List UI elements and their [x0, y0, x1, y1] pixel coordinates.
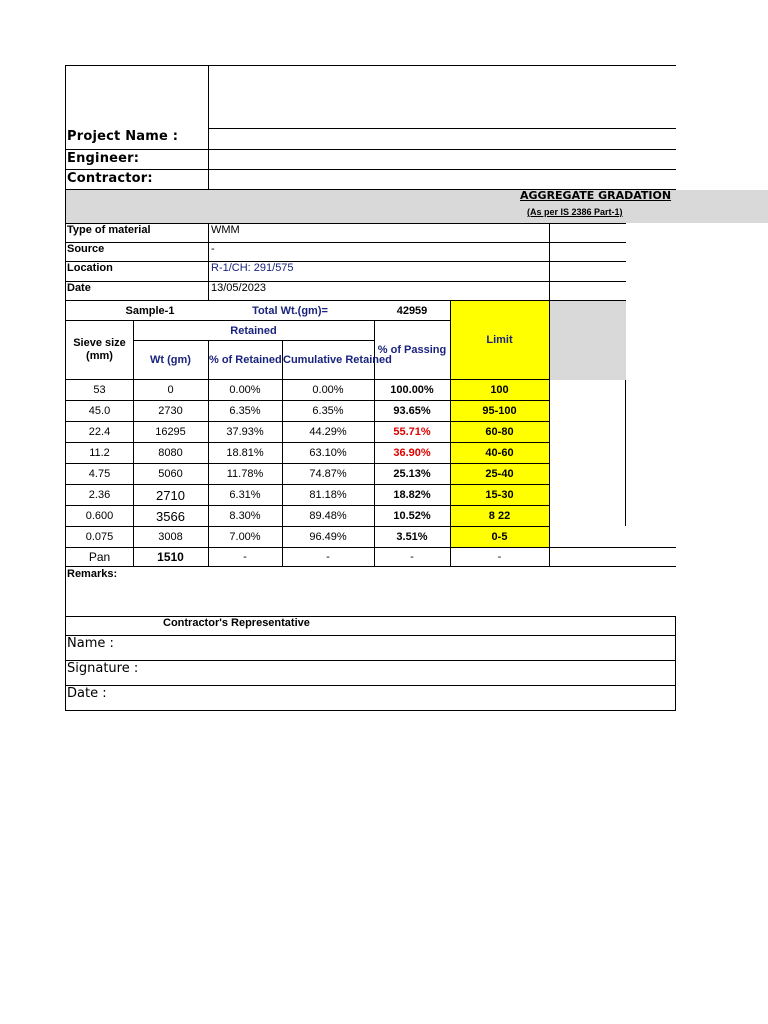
- material-type-value: WMM: [211, 224, 240, 236]
- pct-passing-cell: 93.65%: [393, 405, 431, 417]
- sieve-cell: 4.75: [88, 468, 111, 480]
- pct-passing-cell: 100.00%: [390, 384, 434, 396]
- pct-retained-cell: 37.93%: [226, 426, 264, 438]
- remarks-label: Remarks:: [67, 568, 118, 580]
- col-retained: Retained: [230, 324, 277, 337]
- wt-cell: 16295: [155, 426, 186, 438]
- limit-cell: 95-100: [482, 405, 517, 417]
- col-sieve-size: Sieve size (mm): [73, 337, 126, 362]
- pct-passing-cell: 18.82%: [393, 489, 431, 501]
- source-value: -: [211, 243, 215, 255]
- sieve-cell: 0.600: [85, 510, 114, 522]
- sieve-cell: 0.075: [85, 531, 114, 543]
- col-limit: Limit: [486, 334, 513, 346]
- contractor-rep-label: Contractor's Representative: [163, 617, 310, 629]
- sample-label: Sample-1: [125, 304, 175, 317]
- contractor-label: Contractor:: [67, 171, 153, 186]
- col-cum-retained: Cumulative Retained: [283, 354, 392, 366]
- pan-cum: -: [326, 550, 330, 563]
- col-wt: Wt (gm): [150, 354, 191, 366]
- pct-retained-cell: 18.81%: [226, 447, 264, 459]
- project-name-label: Project Name :: [67, 129, 179, 144]
- material-type-label: Type of material: [67, 224, 151, 236]
- cum-retained-cell: 44.29%: [309, 426, 347, 438]
- wt-cell: 5060: [158, 468, 183, 480]
- pct-passing-cell: 3.51%: [396, 531, 428, 543]
- date-value: 13/05/2023: [211, 282, 267, 294]
- wt-cell: 3008: [158, 531, 183, 543]
- sieve-cell: 11.2: [89, 447, 110, 459]
- pct-passing-cell: 36.90%: [393, 447, 431, 459]
- sieve-cell: 22.4: [88, 426, 111, 438]
- right-grey-block: [550, 301, 626, 380]
- wt-cell: 2710: [156, 487, 185, 503]
- report-subtitle: (As per IS 2386 Part-1): [527, 207, 623, 217]
- cum-retained-cell: 63.10%: [309, 447, 347, 459]
- cum-retained-cell: 6.35%: [312, 405, 344, 417]
- sieve-cell: 45.0: [88, 405, 111, 417]
- cum-retained-cell: 81.18%: [309, 489, 347, 501]
- pan-wt: 1510: [157, 549, 184, 564]
- pct-retained-cell: 6.31%: [229, 489, 261, 501]
- signature-label: Signature :: [67, 661, 139, 676]
- pan-limit: -: [497, 550, 502, 563]
- sieve-cell: 53: [93, 384, 106, 396]
- limit-cell: 100: [490, 384, 509, 396]
- total-weight-value: 42959: [396, 304, 428, 317]
- cum-retained-cell: 0.00%: [312, 384, 344, 396]
- limit-cell: 0-5: [491, 531, 508, 543]
- pct-passing-cell: 10.52%: [393, 510, 431, 522]
- col-pct-retained: % of Retained: [209, 354, 282, 366]
- limit-cell: 8 22: [488, 510, 511, 522]
- pan-label: Pan: [88, 549, 111, 564]
- pct-retained-cell: 11.78%: [226, 468, 264, 480]
- cum-retained-cell: 89.48%: [309, 510, 347, 522]
- pan-pass: -: [410, 550, 414, 563]
- wt-cell: 2730: [158, 405, 183, 417]
- pct-passing-cell: 25.13%: [393, 468, 431, 480]
- wt-cell: 8080: [158, 447, 183, 459]
- wt-cell: 3566: [156, 508, 185, 524]
- source-label: Source: [67, 243, 105, 255]
- pct-retained-cell: 6.35%: [229, 405, 261, 417]
- sieve-cell: 2.36: [88, 489, 111, 501]
- pct-retained-cell: 8.30%: [229, 510, 261, 522]
- location-label: Location: [67, 262, 113, 274]
- name-label: Name :: [67, 636, 114, 651]
- location-value: R-1/CH: 291/575: [211, 262, 294, 274]
- limit-cell: 40-60: [485, 447, 514, 459]
- cum-retained-cell: 96.49%: [309, 531, 347, 543]
- date-label: Date: [67, 282, 91, 294]
- engineer-label: Engineer:: [67, 151, 140, 166]
- date-footer-label: Date :: [67, 686, 107, 701]
- pct-passing-cell: 55.71%: [393, 426, 431, 438]
- limit-cell: 60-80: [485, 426, 514, 438]
- pct-retained-cell: 0.00%: [229, 384, 261, 396]
- col-pct-passing: % of Passing: [377, 344, 447, 356]
- report-title: AGGREGATE GRADATION: [520, 189, 672, 202]
- limit-cell: 25-40: [485, 468, 514, 480]
- limit-cell: 15-30: [485, 489, 514, 501]
- total-weight-label: Total Wt.(gm)=: [252, 304, 328, 317]
- cum-retained-cell: 74.87%: [309, 468, 347, 480]
- pan-pct: -: [243, 550, 247, 563]
- pct-retained-cell: 7.00%: [229, 531, 261, 543]
- wt-cell: 0: [167, 384, 174, 396]
